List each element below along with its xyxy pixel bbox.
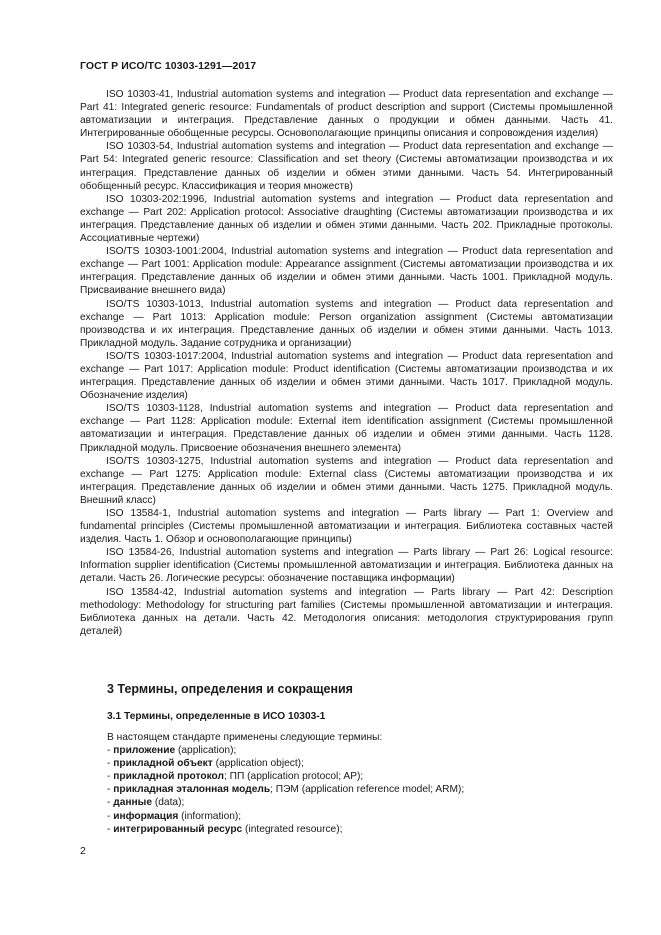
page-number: 2 xyxy=(80,845,86,857)
reference-item: ISO/TS 10303-1013, Industrial automation systems and integration — Product data representation and exchange — Part 1013: Application module: Person organization assignment (Системы автоматизации производства и их интеграция. Представление данных об изделии и обмен этими данными. Часть 1013. Прикладной модуль. Задание сотрудника и организации) xyxy=(80,298,613,349)
term-name: прикладной протокол xyxy=(113,771,224,783)
term-item xyxy=(107,770,613,783)
term-prefix: - xyxy=(107,810,114,822)
term-name: прикладной объект xyxy=(113,758,213,770)
reference-item: ISO/TS 10303-1275, Industrial automation systems and integration — Product data representation and exchange — Part 1275: Application module: External class (Системы автоматизации производства и их интеграция. Представление данных об изделии и обмен этими данными. Часть 1275. Прикладной модуль. Внешний класс) xyxy=(80,455,613,506)
terms-list xyxy=(107,731,613,836)
terms-intro: В настоящем стандарте применены следующие термины: xyxy=(107,732,383,743)
term-prefix: - xyxy=(107,771,114,783)
term-item xyxy=(107,823,613,836)
term-english: ; ПП (application protocol; AP); xyxy=(224,771,364,783)
term-item xyxy=(107,744,613,757)
term-item xyxy=(107,783,613,796)
term-name: приложение xyxy=(113,745,176,757)
reference-item: ISO 13584-42, Industrial automation systems and integration — Parts library — Part 42: Description methodology: Methodology for structuring part families (Системы промышленной автоматизации и интеграция. Библиотека данных на детали. Часть 42. Методология описания: методология структурирования групп деталей) xyxy=(80,586,613,637)
term-prefix: - xyxy=(107,784,114,796)
term-item xyxy=(107,796,613,809)
reference-item: ISO 10303-202:1996, Industrial automation systems and integration — Product data representation and exchange — Part 202: Application protocol: Associative draughting (Системы автоматизации производства и их интеграция. Представление данных об изделии и обмен этими данными. Часть 202. Прикладные протоколы. Ассоциативные чертежи) xyxy=(80,193,613,245)
section-title: 3 Термины, определения и сокращения xyxy=(107,682,353,696)
term-name: информация xyxy=(113,810,179,822)
reference-item: ISO 13584-26, Industrial automation systems and integration — Parts library — Part 26: Logical resource: Information supplier identification (Системы промышленной автоматизации и интеграция. Библиотека данных на детали. Часть 26. Логические ресурсы: обозначение поставщика информации) xyxy=(80,547,613,585)
normative-references-list xyxy=(80,88,613,638)
reference-item: ISO/TS 10303-1128, Industrial automation systems and integration — Product data representation and exchange — Part 1128: Application module: External item identification assignment (Системы промышленной автоматизации и интеграция. Представление данных об изделии и обмен этими данными. Часть 1128. Прикладной модуль. Присвоение обозначения внешнего элемента) xyxy=(80,403,613,454)
term-english: (data); xyxy=(152,797,185,809)
term-english: (information); xyxy=(178,810,242,822)
subsection-title: 3.1 Термины, определенные в ИСО 10303-1 xyxy=(107,711,326,722)
term-item xyxy=(107,757,613,770)
term-item xyxy=(107,810,613,823)
document-header: ГОСТ Р ИСО/ТС 10303-1291—2017 xyxy=(80,60,257,72)
reference-item: ISO/TS 10303-1017:2004, Industrial automation systems and integration — Product data representation and exchange — Part 1017: Application module: Product identification (Системы автоматизации производства и их интеграция. Представление данных об изделии и обмен этими данными. Часть 1017. Прикладной модуль. Обозначение изделия) xyxy=(80,350,613,402)
term-name: прикладная эталонная модель xyxy=(113,784,271,796)
reference-item: ISO 13584-1, Industrial automation systems and integration — Parts library — Part 1: Overview and fundamental principles (Системы промышленной автоматизации и интеграция. Библиотека составных частей изделия. Часть 1. Обзор и основополагающие принципы) xyxy=(80,508,613,546)
reference-item: ISO 10303-54, Industrial automation systems and integration — Product data representation and exchange — Part 54: Integrated generic resource: Classification and set theory (Системы автоматизации производства и их интеграция. Представление данных об изделии и обмен этими данными. Часть 54. Интегрированный обобщенный ресурс. Классификация и теория множеств) xyxy=(80,141,613,192)
term-prefix: - xyxy=(107,823,114,835)
term-prefix: - xyxy=(107,745,114,757)
term-english: (application object); xyxy=(212,758,304,770)
term-prefix: - xyxy=(107,758,114,770)
term-english: (application); xyxy=(175,745,237,757)
term-english: ; ПЭМ (application reference model; ARM); xyxy=(270,784,465,796)
term-english: (integrated resource); xyxy=(242,823,343,835)
term-name: интегрированный ресурс xyxy=(113,823,243,835)
term-name: данные xyxy=(113,797,153,809)
reference-item: ISO/TS 10303-1001:2004, Industrial automation systems and integration — Product data representation and exchange — Part 1001: Application module: Appearance assignment (Системы автоматизации производства и их интеграция. Представление данных об изделии и обмен этими данными. Часть 1001. Прикладной модуль. Присваивание внешнего вида) xyxy=(80,246,613,297)
reference-item: ISO 10303-41, Industrial automation systems and integration — Product data representation and exchange — Part 41: Integrated generic resource: Fundamentals of product description and support (Системы промышленной автоматизации и интеграция. Представление данных о продукции и обмен данными. Часть 41. Интегрированные обобщенные ресурсы. Основополагающие принципы описания и сопровождения изделия) xyxy=(80,89,613,140)
term-prefix: - xyxy=(107,797,114,809)
